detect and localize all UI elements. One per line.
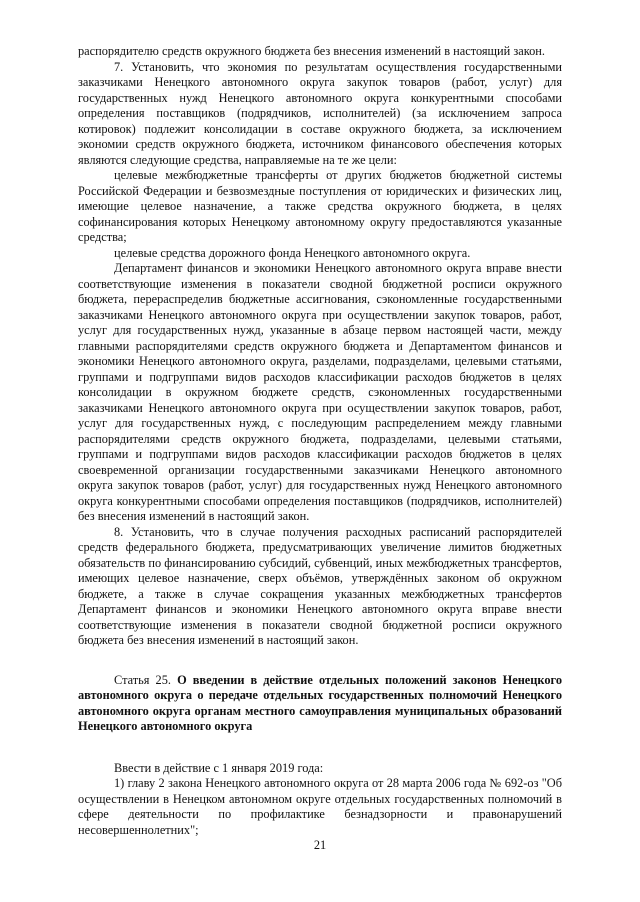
page-number: 21 (313, 838, 327, 852)
paragraph-road-fund: целевые средства дорожного фонда Ненецкого автономного округа. (114, 245, 471, 260)
paragraph-item-8: 8. Установить, что в случае получения расходных расписаний распорядителей средств федерального бюджета, предусматривающих увеличение лимитов бюджетных обязательств по финансированию субсидий, субвенций, иных межбюджетных трансфертов, имеющих целевое назначение, сверх объёмов, утверждённых законом об окружном бюджете, а также в случае сокращения указанных межбюджетных трансфертов Департамент финансов и экономики Ненецкого автономного округа вправе внести соответствующие изменения в показатели сводной бюджетной росписи окружного бюджета без внесения изменений в настоящий закон. (78, 524, 562, 647)
paragraph-targeted-transfers: целевые межбюджетные трансферты от других бюджетов бюджетной системы Российской Федерации и безвозмездные поступления от юридических и физических лиц, имеющие целевое назначение, а также средства окружного бюджета, в целях софинансирования которых Ненецкому автономному округу предоставляются указанные средства; (78, 168, 562, 244)
paragraph-department-rights: Департамент финансов и экономики Ненецкого автономного округа вправе внести соответствующие изменения в показатели сводной бюджетной росписи окружного бюджета, перераспределив бюджетные ассигнования, сэкономленные государственными заказчиками Ненецкого автономного округа при осуществлении закупок товаров, работ, услуг для государственных нужд, указанные в абзаце первом настоящей части, между главными распорядителями средств окружного бюджета и Департаментом финансов и экономики Ненецкого автономного округа, разделами, подразделами, целевыми статьями, группами и подгруппами видов расходов классификации расходов бюджетов в целях консолидации в окружном бюджете средств, сэкономленных государственными заказчиками Ненецкого автономного округа при осуществлении закупок товаров, работ, услуг для государственных нужд, с последующим распределением между главными распорядителями средств окружного бюджета, подразделами, целевыми статьями, группами и подгруппами видов расходов классификации расходов бюджетов в целях своевременной организации государственными заказчиками Ненецкого автономного округа закупок товаров (работ, услуг) для государственных нужд Ненецкого автономного округа конкурентными способами определения поставщиков (подрядчиков, исполнителей) без внесения изменений в настоящий закон. (78, 261, 562, 523)
spacer (78, 747, 562, 761)
article-prefix: Статья 25. (114, 672, 178, 687)
paragraph-item-7: 7. Установить, что экономия по результатам осуществления государственными заказчиками Ненецкого автономного округа закупок товаров (работ, услуг) для государственных нужд Ненецкого автономного округа конкурентными способами определения поставщиков (подрядчиков, исполнителей) (за исключением запроса котировок) подлежит консолидации в составе окружного бюджета, за исключением экономии средств окружного бюджета, источником финансового обеспечения которых являются следующие средства, направляемые на те же цели: (78, 59, 562, 167)
document-page (78, 44, 562, 838)
paragraph-enact: Ввести в действие с 1 января 2019 года: (114, 760, 324, 775)
article-title: О введении в действие отдельных положений законов Ненецкого автономного округа о передаче отдельных государственных полномочий Ненецкого автономного округа органам местного самоуправления муниципальных образований Ненецкого автономного округа (78, 672, 562, 733)
article-25-heading (78, 673, 562, 735)
paragraph-continuation: распорядителю средств окружного бюджета без внесения изменений в настоящий закон. (78, 44, 545, 58)
paragraph-chapter-2: 1) главу 2 закона Ненецкого автономного округа от 28 марта 2006 года № 692-оз "Об осуществлении в Ненецком автономном округе отдельных государственных полномочий в сфере деятельности по профилактике безнадзорности и правонарушений несовершеннолетних"; (78, 776, 562, 837)
